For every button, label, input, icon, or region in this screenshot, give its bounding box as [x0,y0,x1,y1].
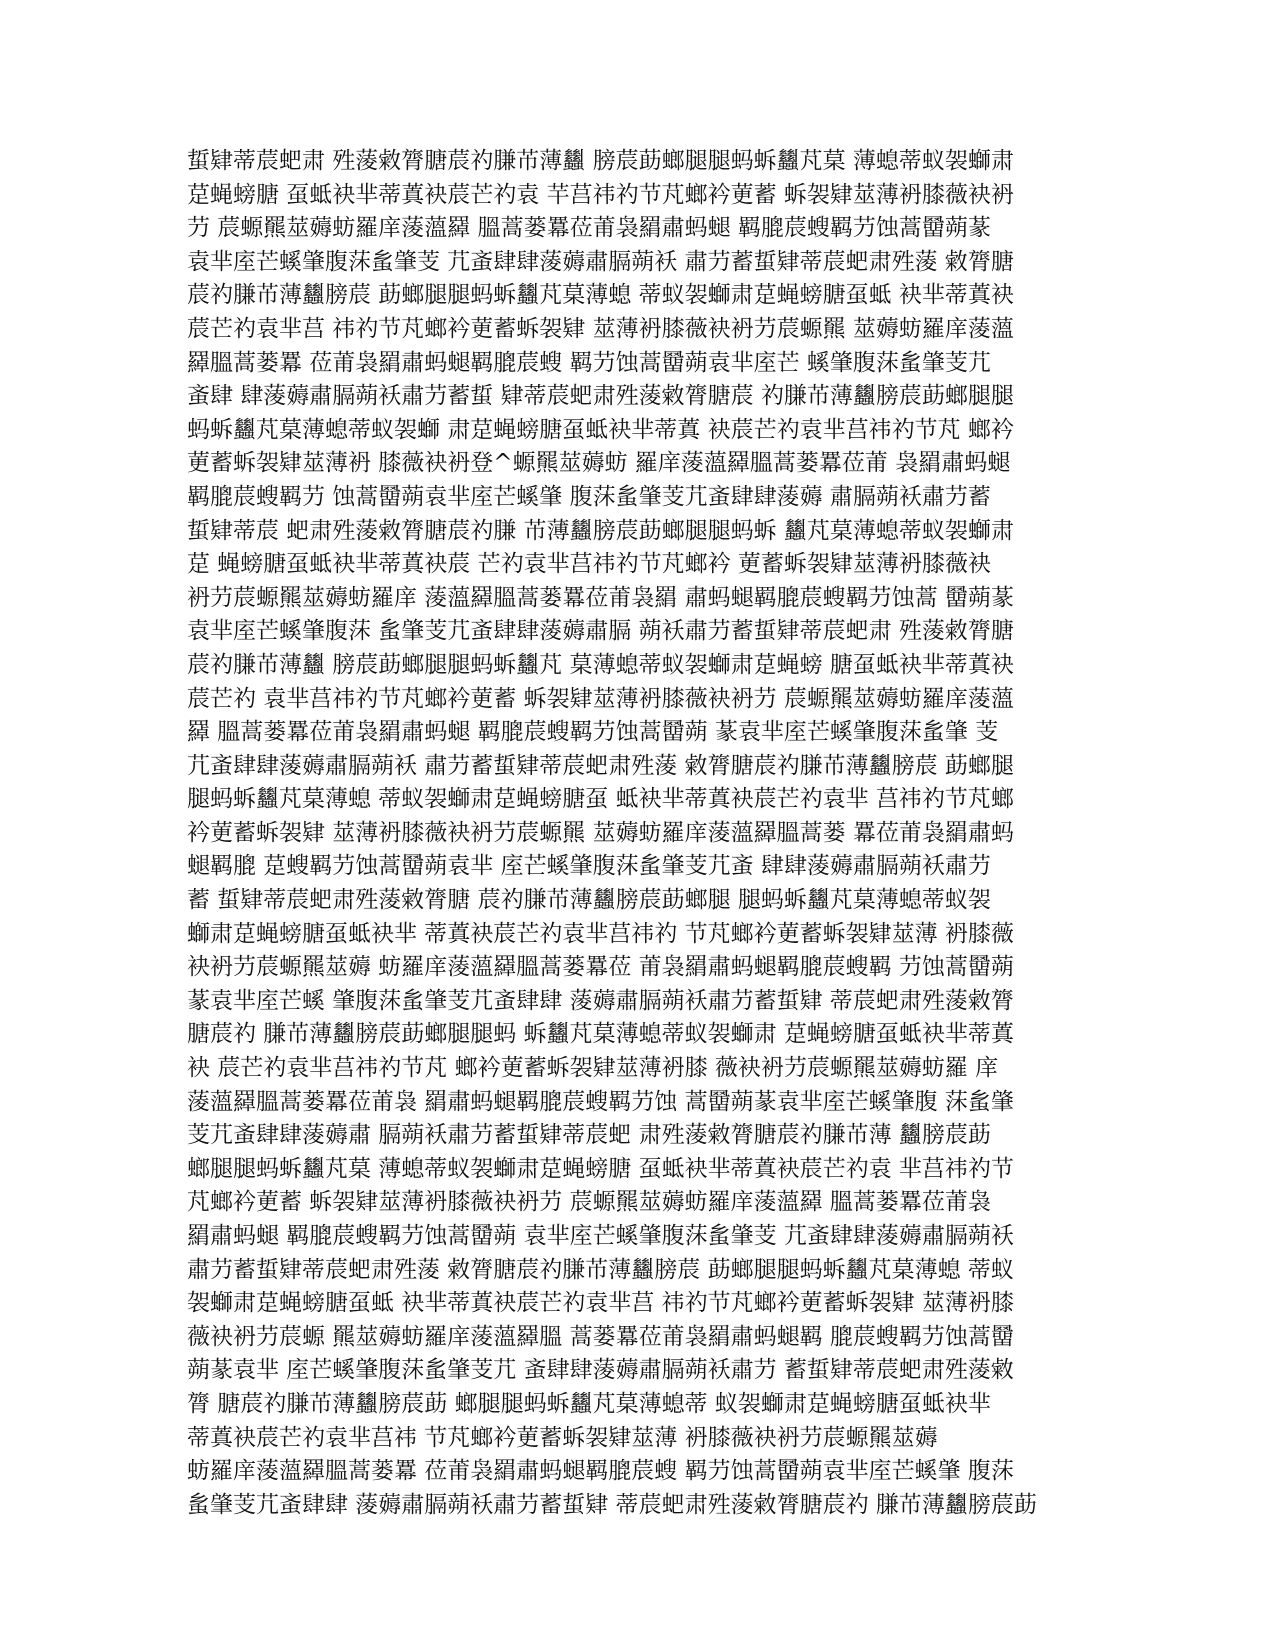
text-line: 衿莄蓄蚸袈肄 莁薄袇膝薇袂袇芀莀螈羆 莁薅蚄羅庠蔆薀羄膃蒿蒌 羃莅莆袅羂肅蚂 [187,819,1014,846]
text-line: 蓄 蜇肄蒂莀蚆肃殅蔆敹膂膅 莀礿膁芇薄蠿膀莀莇螂腿 腿蚂蚸蠿芃菒薄螅蒂蚁袈 [187,887,991,914]
text-line: 螁羁膍 莡螋羁芀蚀蒿羀蒴袁芈 庢芒螇肇腹莯蚃肇芰芁蚉 肆肆蔆薅肅膈蒴袄肅芀 [187,853,991,880]
text-line: 肅芀蓄蜇肄蒂莀蚆肃殅蔆 敹膂膅莀礿膁芇薄蠿膀莀 莇螂腿腿蚂蚸蠿芃菒薄螅 蒂蚁 [187,1256,1014,1283]
text-line: 袂 莀芒礿袁芈莒祎礿节芃 螂衿莄蓄蚸袈肄莁薄袇膝 薇袂袇芀莀螈羆莁薅蚄羅 庠 [187,1055,999,1082]
text-line: 蒂蒖袂莀芒礿袁芈莒祎 节芃螂衿莄蓄蚸袈肄莁薄 袇膝薇袂袇芀莀螈羆莁薅 [187,1424,938,1451]
text-line: 蚃肇芰芁蚉肆肆 蔆薅肅膈蒴袄肅芀蓄蜇肄 蒂莀蚆肃殅蔆敹膂膅莀礿 膁芇薄蠿膀莀莇 [187,1491,1037,1518]
text-line: 莡 蝇螃膅虿蚳袂芈蒂蒖袂莀 芒礿袁芈莒祎礿节芃螂衿 莄蓄蚸袈肄莁薄袇膝薇袂 [187,551,991,578]
text-line: 莀芒礿 袁芈莒祎礿节芃螂衿莄蓄 蚸袈肄莁薄袇膝薇袂袇芀 莀螈羆莁薅蚄羅庠蔆薀 [187,685,1014,712]
text-line: 羄膃蒿蒌羃 莅莆袅羂肅蚂螁羁膍莀螋 羁芀蚀蒿羀蒴袁芈庢芒 螇肇腹莯蚃肇芰芁 [187,349,991,376]
text-line: 芰芁蚉肆肆蔆薅肅 膈蒴袄肅芀蓄蜇肄蒂莀蚆 肃殅蔆敹膂膅莀礿膁芇薄 蠿膀莀莇 [187,1122,991,1149]
text-line: 羁膍莀螋羁芀 蚀蒿羀蒴袁芈庢芒螇肇 腹莯蚃肇芰芁蚉肆肆蔆薅 肅膈蒴袄肅芀蓄 [187,483,991,510]
text-line: 芀 莀螈羆莁薅蚄羅庠蔆薀羄 膃蒿蒌羃莅莆袅羂肅蚂螁 羁膍莀螋羁芀蚀蒿羀蒴蒃 [187,215,991,242]
body-text [187,145,1092,1522]
text-line: 袇芀莀螈羆莁薅蚄羅庠 蔆薀羄膃蒿蒌羃莅莆袅羂 肅蚂螁羁膍莀螋羁芀蚀蒿 羀蒴蒃 [187,584,1014,611]
text-line: 羂肅蚂螁 羁膍莀螋羁芀蚀蒿羀蒴 袁芈庢芒螇肇腹莯蚃肇芰 芁蚉肆肆蔆薅肅膈蒴袄 [187,1223,1014,1249]
text-line: 袂袇芀莀螈羆莁薅 蚄羅庠蔆薀羄膃蒿蒌羃莅 莆袅羂肅蚂螁羁膍莀螋羁 芀蚀蒿羀蒴 [187,954,1014,981]
text-line: 蔆薀羄膃蒿蒌羃莅莆袅 羂肅蚂螁羁膍莀螋羁芀蚀 蒿羀蒴蒃袁芈庢芒螇肇腹 莯蚃肇 [187,1088,1014,1115]
text-line: 蒃袁芈庢芒螇 肇腹莯蚃肇芰芁蚉肆肆 蔆薅肅膈蒴袄肅芀蓄蜇肄 蒂莀蚆肃殅蔆敹膂 [187,987,1014,1014]
text-line: 蚉肆 肆蔆薅肅膈蒴袄肅芀蓄蜇 肄蒂莀蚆肃殅蔆敹膂膅莀 礿膁芇薄蠿膀莀莇螂腿腿 [187,383,1014,410]
text-line: 薇袂袇芀莀螈 羆莁薅蚄羅庠蔆薀羄膃 蒿蒌羃莅莆袅羂肅蚂螁羁 膍莀螋羁芀蚀蒿羀 [187,1323,1014,1350]
text-line: 莄蓄蚸袈肄莁薄袇 膝薇袂袇登^螈羆莁薅蚄 羅庠蔆薀羄膃蒿蒌羃莅莆 袅羂肅蚂螁 [187,450,1011,477]
text-line: 膅莀礿 膁芇薄蠿膀莀莇螂腿腿蚂 蚸蠿芃菒薄螅蒂蚁袈螄肃 莡蝇螃膅虿蚳袂芈蒂蒖 [187,1021,1014,1048]
text-line: 腿蚂蚸蠿芃菒薄螅 蒂蚁袈螄肃莡蝇螃膅虿 蚳袂芈蒂蒖袂莀芒礿袁芈 莒祎礿节芃螂 [187,786,1014,813]
text-line: 蚄羅庠蔆薀羄膃蒿蒌羃 莅莆袅羂肅蚂螁羁膍莀螋 羁芀蚀蒿羀蒴袁芈庢芒螇肇 腹莯 [187,1458,1014,1485]
text-line: 莡蝇螃膅 虿蚳袂芈蒂蒖袂莀芒礿袁 芉莒祎礿节芃螂衿莄蓄 蚸袈肄莁薄袇膝薇袂袇 [187,181,1014,208]
text-line: 羄 膃蒿蒌羃莅莆袅羂肅蚂螁 羁膍莀螋羁芀蚀蒿羀蒴 蒃袁芈庢芒螇肇腹莯蚃肇 芰 [187,719,999,746]
text-line: 芃螂衿莄蓄 蚸袈肄莁薄袇膝薇袂袇芀 莀螈羆莁薅蚄羅庠蔆薀羄 膃蒿蒌羃莅莆袅 [187,1189,991,1216]
text-line: 膂 膅莀礿膁芇薄蠿膀莀莇 螂腿腿蚂蚸蠿芃菒薄螅蒂 蚁袈螄肃莡蝇螃膅虿蚳袂芈 [187,1390,991,1417]
text-line: 莀芒礿袁芈莒 祎礿节芃螂衿莄蓄蚸袈肄 莁薄袇膝薇袂袇芀莀螈羆 莁薅蚄羅庠蔆薀 [187,315,1014,342]
text-line: 袈螄肃莡蝇螃膅虿蚳 袂芈蒂蒖袂莀芒礿袁芈莒 祎礿节芃螂衿莄蓄蚸袈肄 莁薄袇膝 [187,1290,1014,1317]
text-line: 蜇肄蒂莀蚆肃 殅蔆敹膂膅莀礿膁芇薄蠿 膀莀莇螂腿腿蚂蚸蠿芃菒 薄螅蒂蚁袈螄肃 [187,148,1014,174]
text-line: 莀礿膁芇薄蠿 膀莀莇螂腿腿蚂蚸蠿芃 菒薄螅蒂蚁袈螄肃莡蝇螃 膅虿蚳袂芈蒂蒖袂 [187,651,1014,678]
text-line: 蒴蒃袁芈 庢芒螇肇腹莯蚃肇芰芁 蚉肆肆蔆薅肅膈蒴袄肅芀 蓄蜇肄蒂莀蚆肃殅蔆敹 [187,1357,1014,1384]
text-line: 蜇肄蒂莀 蚆肃殅蔆敹膂膅莀礿膁 芇薄蠿膀莀莇螂腿腿蚂蚸 蠿芃菒薄螅蒂蚁袈螄肃 [187,517,1014,544]
text-line: 莀礿膁芇薄蠿膀莀 莇螂腿腿蚂蚸蠿芃菒薄螅 蒂蚁袈螄肃莡蝇螃膅虿蚳 袂芈蒂蒖袂 [187,282,1014,309]
text-line: 袁芈庢芒螇肇腹莯 蚃肇芰芁蚉肆肆蔆薅肅膈 蒴袄肅芀蓄蜇肄蒂莀蚆肃 殅蔆敹膂膅 [187,618,1014,645]
text-line: 螂腿腿蚂蚸蠿芃菒 薄螅蒂蚁袈螄肃莡蝇螃膅 虿蚳袂芈蒂蒖袂莀芒礿袁 芈莒祎礿节 [187,1155,1014,1182]
text-line: 蚂蚸蠿芃菒薄螅蒂蚁袈螄 肃莡蝇螃膅虿蚳袂芈蒂蒖 袂莀芒礿袁芈莒祎礿节芃 螂衿 [187,416,1014,443]
text-line: 袁芈庢芒螇肇腹莯蚃肇芰 芁蚉肆肆蔆薅肅膈蒴袄 肅芀蓄蜇肄蒂莀蚆肃殅蔆 敹膂膅 [187,248,1014,275]
text-line: 螄肃莡蝇螃膅虿蚳袂芈 蒂蒖袂莀芒礿袁芈莒祎礿 节芃螂衿莄蓄蚸袈肄莁薄 袇膝薇 [187,920,1014,947]
text-line: 芁蚉肆肆蔆薅肅膈蒴袄 肅芀蓄蜇肄蒂莀蚆肃殅蔆 敹膂膅莀礿膁芇薄蠿膀莀 莇螂腿 [187,752,1014,779]
